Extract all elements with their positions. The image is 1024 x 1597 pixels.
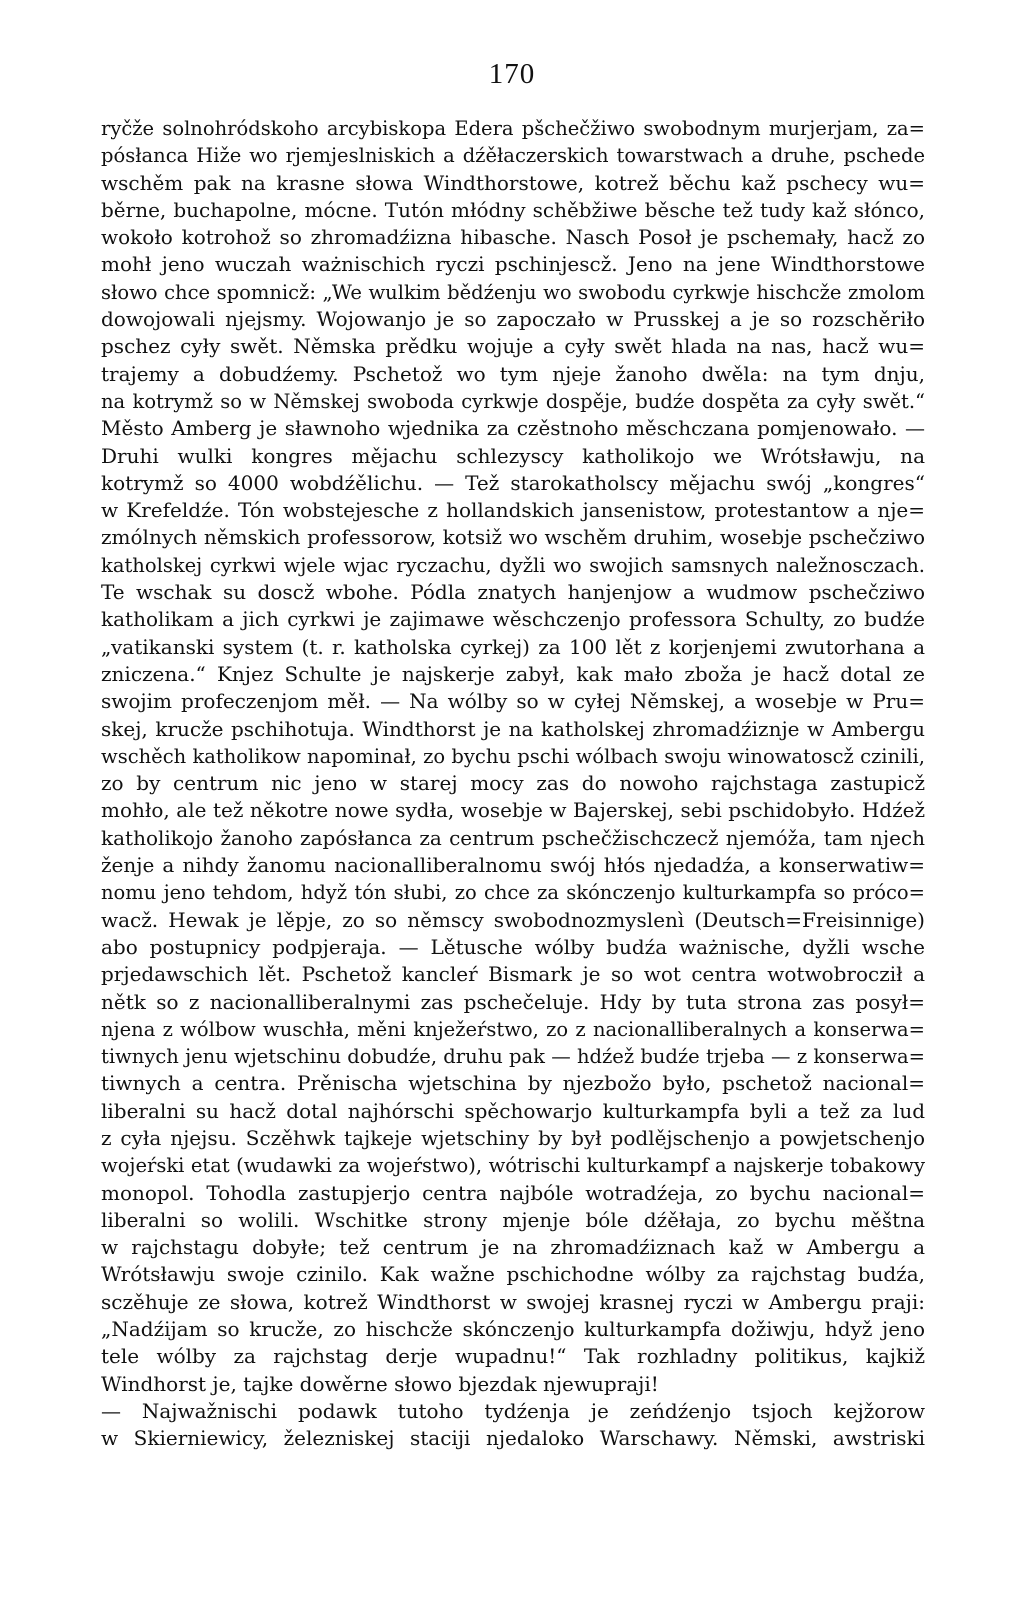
text-line: abo postupnicy podpjeraja. — Lětusche wólby budźa ważnische, dyžli wsche bbox=[101, 934, 925, 959]
text-line: wojeŕski etat (wudawki za wojeŕstwo), wótrischi kulturkampf a najskerje tobakowy bbox=[101, 1154, 925, 1178]
text-line: na kotrymž so w Němskej swoboda cyrkwje dospěje, budźe dospěta za cyły swět.“ bbox=[101, 389, 925, 413]
text-line: tiwnych jenu wjetschinu dobudźe, druhu pak — hdźež budźe trjeba — z konserwa= bbox=[101, 1045, 925, 1069]
text-line: liberalni so wolili. Wschitke strony mjenje bóle dźěłaja, zo bychu měštna bbox=[101, 1207, 925, 1232]
text-line: sczěhuje ze słowa, kotrež Windthorst w swojej krasnej ryczi w Ambergu praji: bbox=[101, 1289, 925, 1314]
text-line: njena z wólbow wuschła, měni knježeŕstwo, zo z nacionalliberalnych a konserwa= bbox=[101, 1017, 925, 1041]
text-line: trajemy a dobudźemy. Pschetož wo tym njeje žanoho dwěla: na tym dnju, bbox=[101, 361, 925, 386]
text-line: nomu jeno tehdom, hdyž tón słubi, zo chce za skónczenjo kulturkampfa so próco= bbox=[101, 881, 925, 905]
text-line: zniczena.“ Knjez Schulte je najskerje zabył, kak mało zboža je hacž dotal ze bbox=[101, 661, 925, 686]
text-line: pschez cyły swět. Němska prědku wojuje a cyły swět hlada na nas, hacž wu= bbox=[101, 334, 925, 359]
text-line: Wrótsławju swoje czinilo. Kak wažne pschichodne wólby za rajchstag budźa, bbox=[101, 1262, 925, 1287]
text-line: mohło, ale tež někotre nowe sydła, wosebje w Bajerskej, sebi pschidobyło. Hdźež bbox=[101, 798, 925, 823]
text-line: „Nadźijam so krucže, zo hischcže skónczenjo kulturkampfa dožiwju, hdyž jeno bbox=[101, 1317, 925, 1342]
text-line: zo by centrum nic jeno w starej mocy zas do nowoho rajchstaga zastupicž bbox=[101, 771, 925, 796]
text-line: zmólnych němskich professorow, kotsiž wo wschěm druhim, wosebje pschečziwo bbox=[101, 525, 925, 550]
text-line: nětk so z nacionalliberalnymi zas pschečeluje. Hdy by tuta strona zas posył= bbox=[101, 989, 925, 1014]
text-line: prjedawschich lět. Pschetož kancleŕ Bismark je so wot centra wotwobrocził a bbox=[101, 962, 925, 987]
text-line: ryčže solnohródskoho arcybiskopa Edera pšchečžiwo swobodnym murjerjam, za= bbox=[101, 117, 925, 140]
page-number: 170 bbox=[488, 58, 536, 90]
text-line: — Najwažnischi podawk tutoho tydźenja je zeńdźenjo tsjoch kejžorow bbox=[101, 1398, 925, 1423]
text-line: katholskej cyrkwi wjele wjac ryczachu, dyžli wo swojich samsnych naležnosczach. bbox=[101, 553, 925, 577]
text-line: wokoło kotrohož so zhromadźizna hibasche. Nasch Posoł je pschemały, hacž zo bbox=[101, 225, 925, 250]
body-text bbox=[101, 115, 925, 1453]
text-line: tiwnych a centra. Prěnischa wjetschina by njezbožo było, pschetož nacional= bbox=[101, 1071, 925, 1096]
text-line: w rajchstagu dobyłe; tež centrum je na zhromadźiznach kaž w Ambergu a bbox=[101, 1235, 925, 1260]
text-line: „vatikanski system (t. r. katholska cyrkej) za 100 lět z korjenjemi zwutorhana a bbox=[101, 634, 925, 659]
text-line: swojim profeczenjom měł. — Na wólby so w cyłej Němskej, a wosebje w Pru= bbox=[101, 689, 925, 714]
text-line: katholikojo žanoho zapósłanca za centrum pschečžischczecž njemóža, tam njech bbox=[101, 825, 925, 850]
text-line: Windhorst je, tajke dowěrne słowo bjezdak njewupraji! bbox=[101, 1371, 659, 1396]
text-line: pósłanca Hiže wo rjemjeslniskich a dźěłaczerskich towarstwach a druhe, pschede bbox=[101, 144, 925, 168]
text-line: w Skierniewicy, železniskej staciji njedaloko Warschawy. Němski, awstriski bbox=[101, 1426, 925, 1451]
text-line: w Krefeldźe. Tón wobstejesche z hollandskich jansenistow, protestantow a nje= bbox=[101, 498, 925, 523]
text-line: wschěm pak na krasne słowa Windthorstowe, kotrež běchu kaž pschecy wu= bbox=[101, 170, 925, 195]
text-line: ženje a nihdy žanomu nacionalliberalnomu swój hłós njedadźa, a konserwatiw= bbox=[101, 853, 925, 878]
text-line: skej, krucže pschihotuja. Windthorst je na katholskej zhromadźiznje w Ambergu bbox=[101, 716, 925, 741]
text-line: kotrymž so 4000 wobdźělichu. — Tež starokatholscy mějachu swój „kongres“ bbox=[101, 470, 925, 495]
text-line: Te wschak su doscž wbohe. Pódla znatych hanjenjow a wudmow pschečziwo bbox=[101, 580, 925, 605]
text-line: Město Amberg je sławnoho wjednika za czěstnoho měschczana pomjenowało. — bbox=[101, 416, 925, 441]
text-line: mohł jeno wuczah ważnischich ryczi pschinjescž. Jeno na jene Windthorstowe bbox=[101, 252, 925, 277]
text-line: běrne, buchapolne, mócne. Tutón młódny schěbžiwe běsche tež tudy kaž słónco, bbox=[101, 197, 925, 222]
text-line: Druhi wulki kongres mějachu schlezyscy katholikojo we Wrótsławju, na bbox=[101, 443, 925, 468]
text-line: dowojowali njejsmy. Wojowanjo je so zapoczało w Prusskej a je so rozschěriło bbox=[101, 307, 925, 332]
text-line: monopol. Tohodla zastupjerjo centra najbóle wotradźeja, zo bychu nacional= bbox=[101, 1180, 925, 1205]
text-line: słowo chce spomnicž: „We wulkim bědźenju wo swobodu cyrkwje hischcže zmolom bbox=[101, 280, 925, 304]
text-line: wacž. Hewak je lěpje, zo so němscy swobodnozmyslenì (Deutsch=Freisinnige) bbox=[101, 907, 925, 932]
text-line: katholikam a jich cyrkwi je zajimawe wěschczenjo professora Schulty, zo budźe bbox=[101, 607, 925, 632]
text-line: z cyła njejsu. Sczěhwk tajkeje wjetschiny by był podlějschenjo a powjetschenjo bbox=[101, 1125, 925, 1150]
text-line: tele wólby za rajchstag derje wupadnu!“ Tak rozhladny politikus, kajkiž bbox=[101, 1344, 925, 1369]
text-line: liberalni su hacž dotal najhórschi spěchowarjo kulturkampfa byli a tež za lud bbox=[101, 1098, 925, 1123]
text-line: wschěch katholikow napominał, zo bychu pschi wólbach swoju winowatoscž czinili, bbox=[101, 744, 925, 768]
